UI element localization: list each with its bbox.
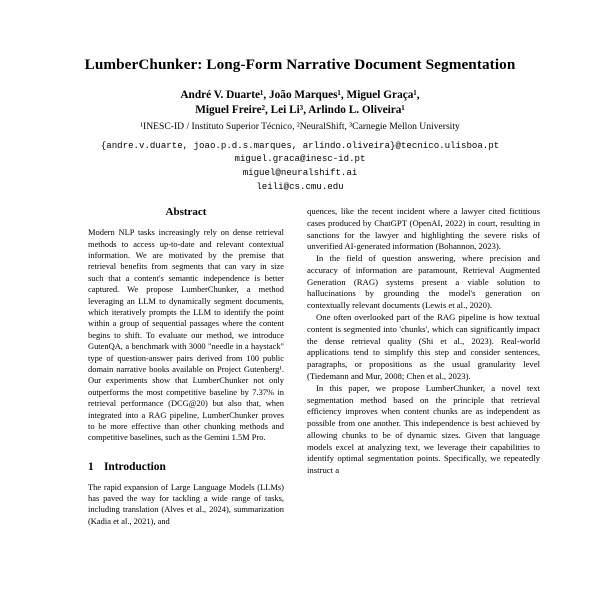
affiliation-line: ¹INESC-ID / Instituto Superior Técnico, ²NeuralShift, ³Carnegie Mellon University	[140, 121, 460, 133]
page-title: LumberChunker: Long-Form Narrative Document Segmentation	[84, 56, 516, 73]
email-line: miguel.graca@inesc-id.pt	[234, 153, 366, 165]
abstract-heading: Abstract	[165, 206, 207, 218]
paper-header	[0, 0, 600, 194]
email-list	[0, 139, 600, 194]
right-paragraph-3: One often overlooked part of the RAG pipeline is how textual content is segmented into 'chunks', which can significantly impact the dense retrieval quality (Shi et al., 2023). Real-world applications tend to simplify this step and consider sentences, paragraphs, or propositions as the usual granularity level (Tiedemann and Mur, 2008; Chen et al., 2023).	[307, 312, 540, 381]
section-heading-introduction	[88, 461, 284, 475]
abstract-text: Modern NLP tasks increasingly rely on dense retrieval methods to access up-to-date and relevant contextual information. We are motivated by the premise that retrieval benefits from segments that can vary in size such that a content's semantic independence is better captured. We propose LumberChunker, a method leveraging an LLM to dynamically segment documents, which iteratively prompts the LLM to identify the point within a group of sequential passages where the content begins to shift. To evaluate our method, we introduce GutenQA, a benchmark with 3000 "needle in a haystack" type of question-answer pairs derived from 100 public domain narrative books available on Project Gutenberg¹. Our experiments show that LumberChunker not only outperforms the most competitive baseline by 7.37% in retrieval performance (DCG@20) but also that, when integrated into a RAG pipeline, LumberChunker proves to be more effective than other chunking methods and competitive baselines, such as the Gemini 1.5M Pro.	[88, 227, 284, 443]
author-list	[0, 88, 600, 118]
right-paragraph-2: In the field of question answering, where precision and accuracy of information are paramount, Retrieval Augmented Generation (RAG) systems present a viable solution to hallucinations by grounding the model's generation on contextually relevant documents (Lewis et al., 2020).	[307, 253, 540, 311]
left-column	[88, 206, 284, 600]
two-column-body	[0, 206, 600, 600]
section-number: 1	[88, 460, 94, 473]
email-line: {andre.v.duarte, joao.p.d.s.marques, arlindo.oliveira}@tecnico.ulisboa.pt	[100, 139, 500, 151]
right-paragraph-continued: quences, like the recent incident where a lawyer cited fictitious cases produced by ChatGPT (OpenAI, 2022) in court, resulting in sanctions for the lawyer and highlighting the severe risks of unverified AI-generated information (Bohannon, 2023).	[307, 206, 540, 252]
author-line-2: Miguel Freire², Lei Li³, Arlindo L. Oliveira¹	[195, 104, 405, 117]
author-line-1: André V. Duarte¹, João Marques¹, Miguel Graça¹,	[180, 89, 420, 102]
right-column	[307, 206, 540, 600]
email-line: miguel@neuralshift.ai	[242, 167, 358, 179]
email-line: leili@cs.cmu.edu	[256, 180, 344, 192]
section-title: Introduction	[104, 460, 166, 473]
right-paragraph-4: In this paper, we propose LumberChunker, a novel text segmentation method based on the principle that retrieval efficiency improves when content chunks are as independent as possible from one another. This independence is best achieved by allowing chunks to be of dynamic sizes. Given that language models excel at analyzing text, we leverage their capabilities to identify optimal segmentation points. Specifically, we repeatedly instruct a	[307, 382, 540, 476]
introduction-paragraph: The rapid expansion of Large Language Models (LLMs) has paved the way for tackling a wide range of tasks, including translation (Alves et al., 2024), summarization (Kadia et al., 2021), and	[88, 481, 284, 526]
